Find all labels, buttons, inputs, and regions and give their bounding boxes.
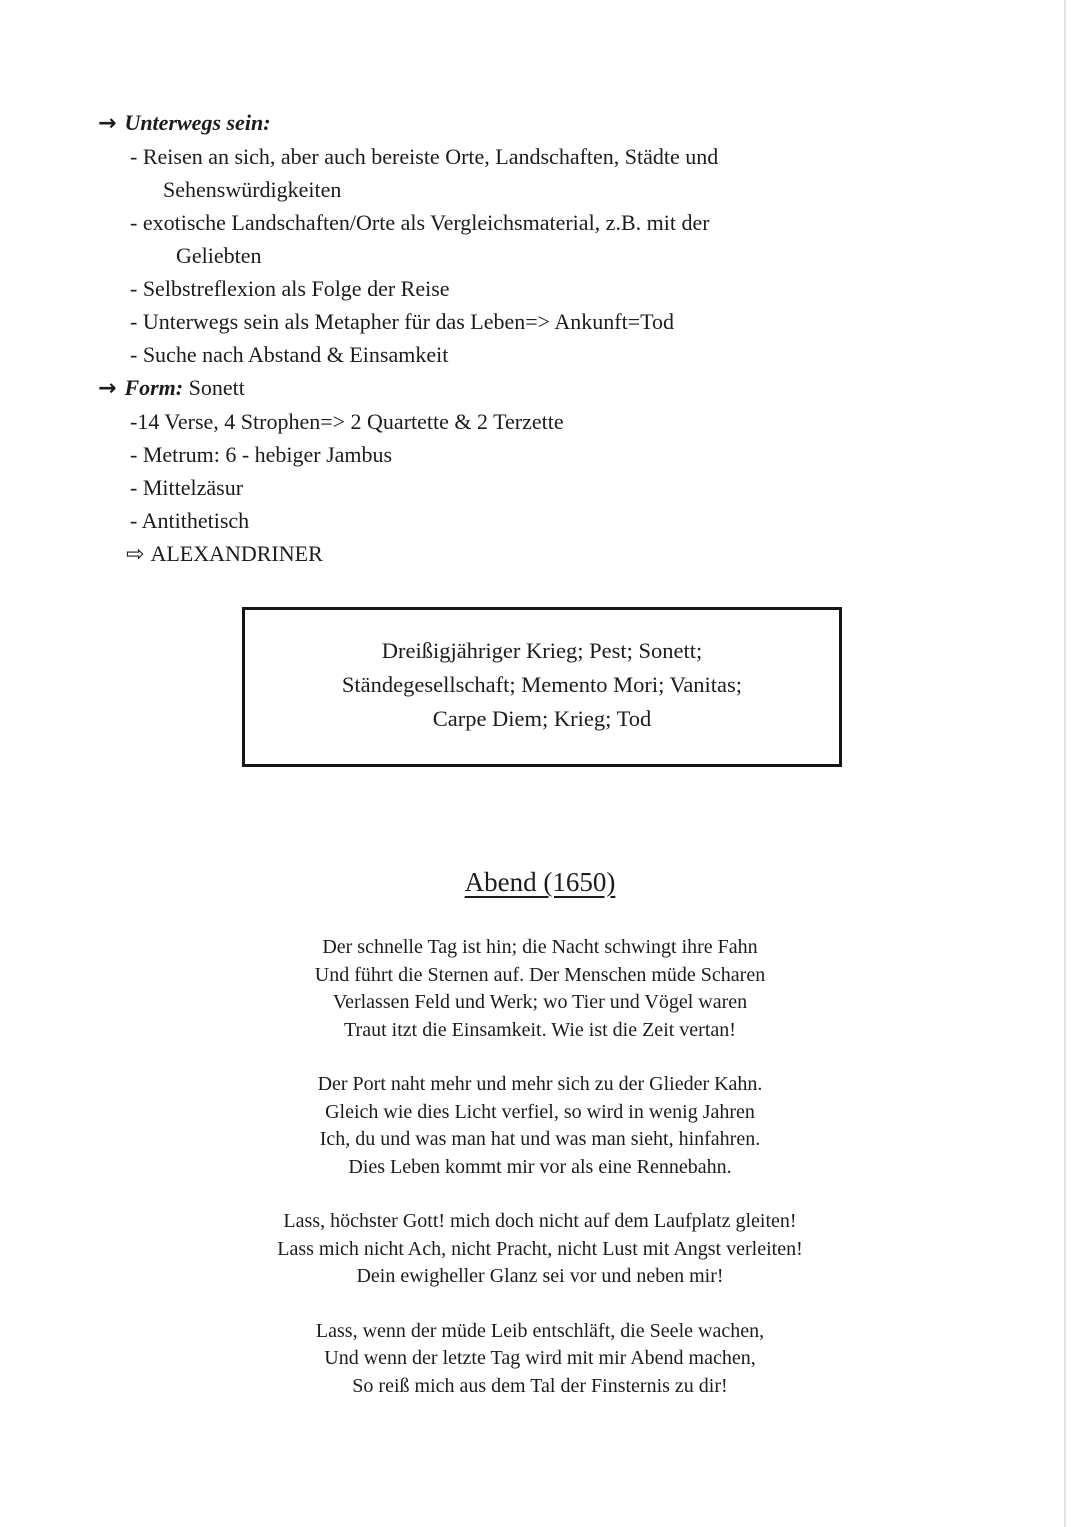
poem-stanza-4 xyxy=(0,1318,1080,1401)
arrow-double-right-icon: ⇨ xyxy=(126,542,145,567)
poem-line: Und führt die Sternen auf. Der Menschen müde Scharen xyxy=(314,963,766,986)
section-title: Unterwegs sein xyxy=(124,110,264,135)
poem-line: Lass, wenn der müde Leib entschläft, die Seele wachen, xyxy=(315,1319,765,1342)
poem-line: Der Port naht mehr und mehr sich zu der Glieder Kahn. xyxy=(317,1073,763,1095)
poem-line: Und wenn der letzte Tag wird mit mir Abend machen, xyxy=(324,1347,756,1369)
keywords-box xyxy=(242,607,842,767)
poem-line: Lass mich nicht Ach, nicht Pracht, nicht Lust mit Angst verleiten! xyxy=(277,1237,803,1260)
note-line: - Selbstreflexion als Folge der Reise xyxy=(130,276,450,301)
poem-line: Verlassen Feld und Werk; wo Tier und Vögel waren xyxy=(332,991,748,1013)
result-line xyxy=(126,537,1080,571)
note-line: - Mittelzäsur xyxy=(130,475,244,500)
notes-section xyxy=(0,106,1080,571)
note-line: - Antithetisch xyxy=(130,508,250,533)
result-text: ALEXANDRINER xyxy=(150,541,323,566)
note-line: - Reisen an sich, aber auch bereiste Orte, Landschaften, Städte und xyxy=(130,144,719,169)
note-line: - Unterwegs sein als Metapher für das Leben=> Ankunft=Tod xyxy=(130,309,674,334)
poem-line: Traut itzt die Einsamkeit. Wie ist die Zeit vertan! xyxy=(344,1018,736,1041)
keywords-line: Carpe Diem; Krieg; Tod xyxy=(432,706,652,731)
section-heading-form xyxy=(98,371,1080,405)
arrow-right-icon: → xyxy=(98,376,117,401)
poem-line: Gleich wie dies Licht verfiel, so wird in wenig Jahren xyxy=(325,1100,755,1123)
page-edge-shadow xyxy=(1064,0,1066,1527)
note-line: - exotische Landschaften/Orte als Vergleichsmaterial, z.B. mit der xyxy=(130,210,710,235)
poem-stanza-2 xyxy=(0,1071,1080,1181)
note-line: - Suche nach Abstand & Einsamkeit xyxy=(130,342,449,367)
poem-line: Der schnelle Tag ist hin; die Nacht schwingt ihre Fahn xyxy=(322,936,758,958)
poem-line: Lass, höchster Gott! mich doch nicht auf dem Laufplatz gleiten! xyxy=(283,1210,797,1232)
keywords-line: Dreißigjähriger Krieg; Pest; Sonett; xyxy=(381,638,703,663)
section-heading-unterwegs xyxy=(98,106,1080,140)
poem-line: Ich, du und was man hat und was man sieht, hinfahren. xyxy=(319,1128,761,1150)
poem-stanza-3 xyxy=(0,1208,1080,1291)
poem-line: So reiß mich aus dem Tal der Finsternis zu dir! xyxy=(352,1374,728,1397)
section-title-colon: : xyxy=(175,375,184,400)
section-title-value: Sonett xyxy=(188,375,245,400)
poem-stanza-1 xyxy=(0,934,1080,1044)
note-line: -14 Verse, 4 Strophen=> 2 Quartette & 2 Terzette xyxy=(130,409,564,434)
note-line-continuation: Sehenswürdigkeiten xyxy=(163,177,342,202)
poem-line: Dies Leben kommt mir vor als eine Rennebahn. xyxy=(348,1155,732,1178)
arrow-right-icon: → xyxy=(98,111,117,136)
keywords-line: Ständegesellschaft; Memento Mori; Vanitas; xyxy=(341,672,743,697)
poem-title xyxy=(0,867,1080,898)
note-line: - Metrum: 6 - hebiger Jambus xyxy=(130,442,393,467)
section-title-colon: : xyxy=(263,110,271,135)
note-line-continuation: Geliebten xyxy=(176,243,262,268)
poem-title-text: Abend (1650) xyxy=(464,867,616,897)
poem-line: Dein ewigheller Glanz sei vor und neben mir! xyxy=(356,1265,724,1287)
poem xyxy=(0,934,1080,1400)
section-title: Form xyxy=(124,375,176,400)
